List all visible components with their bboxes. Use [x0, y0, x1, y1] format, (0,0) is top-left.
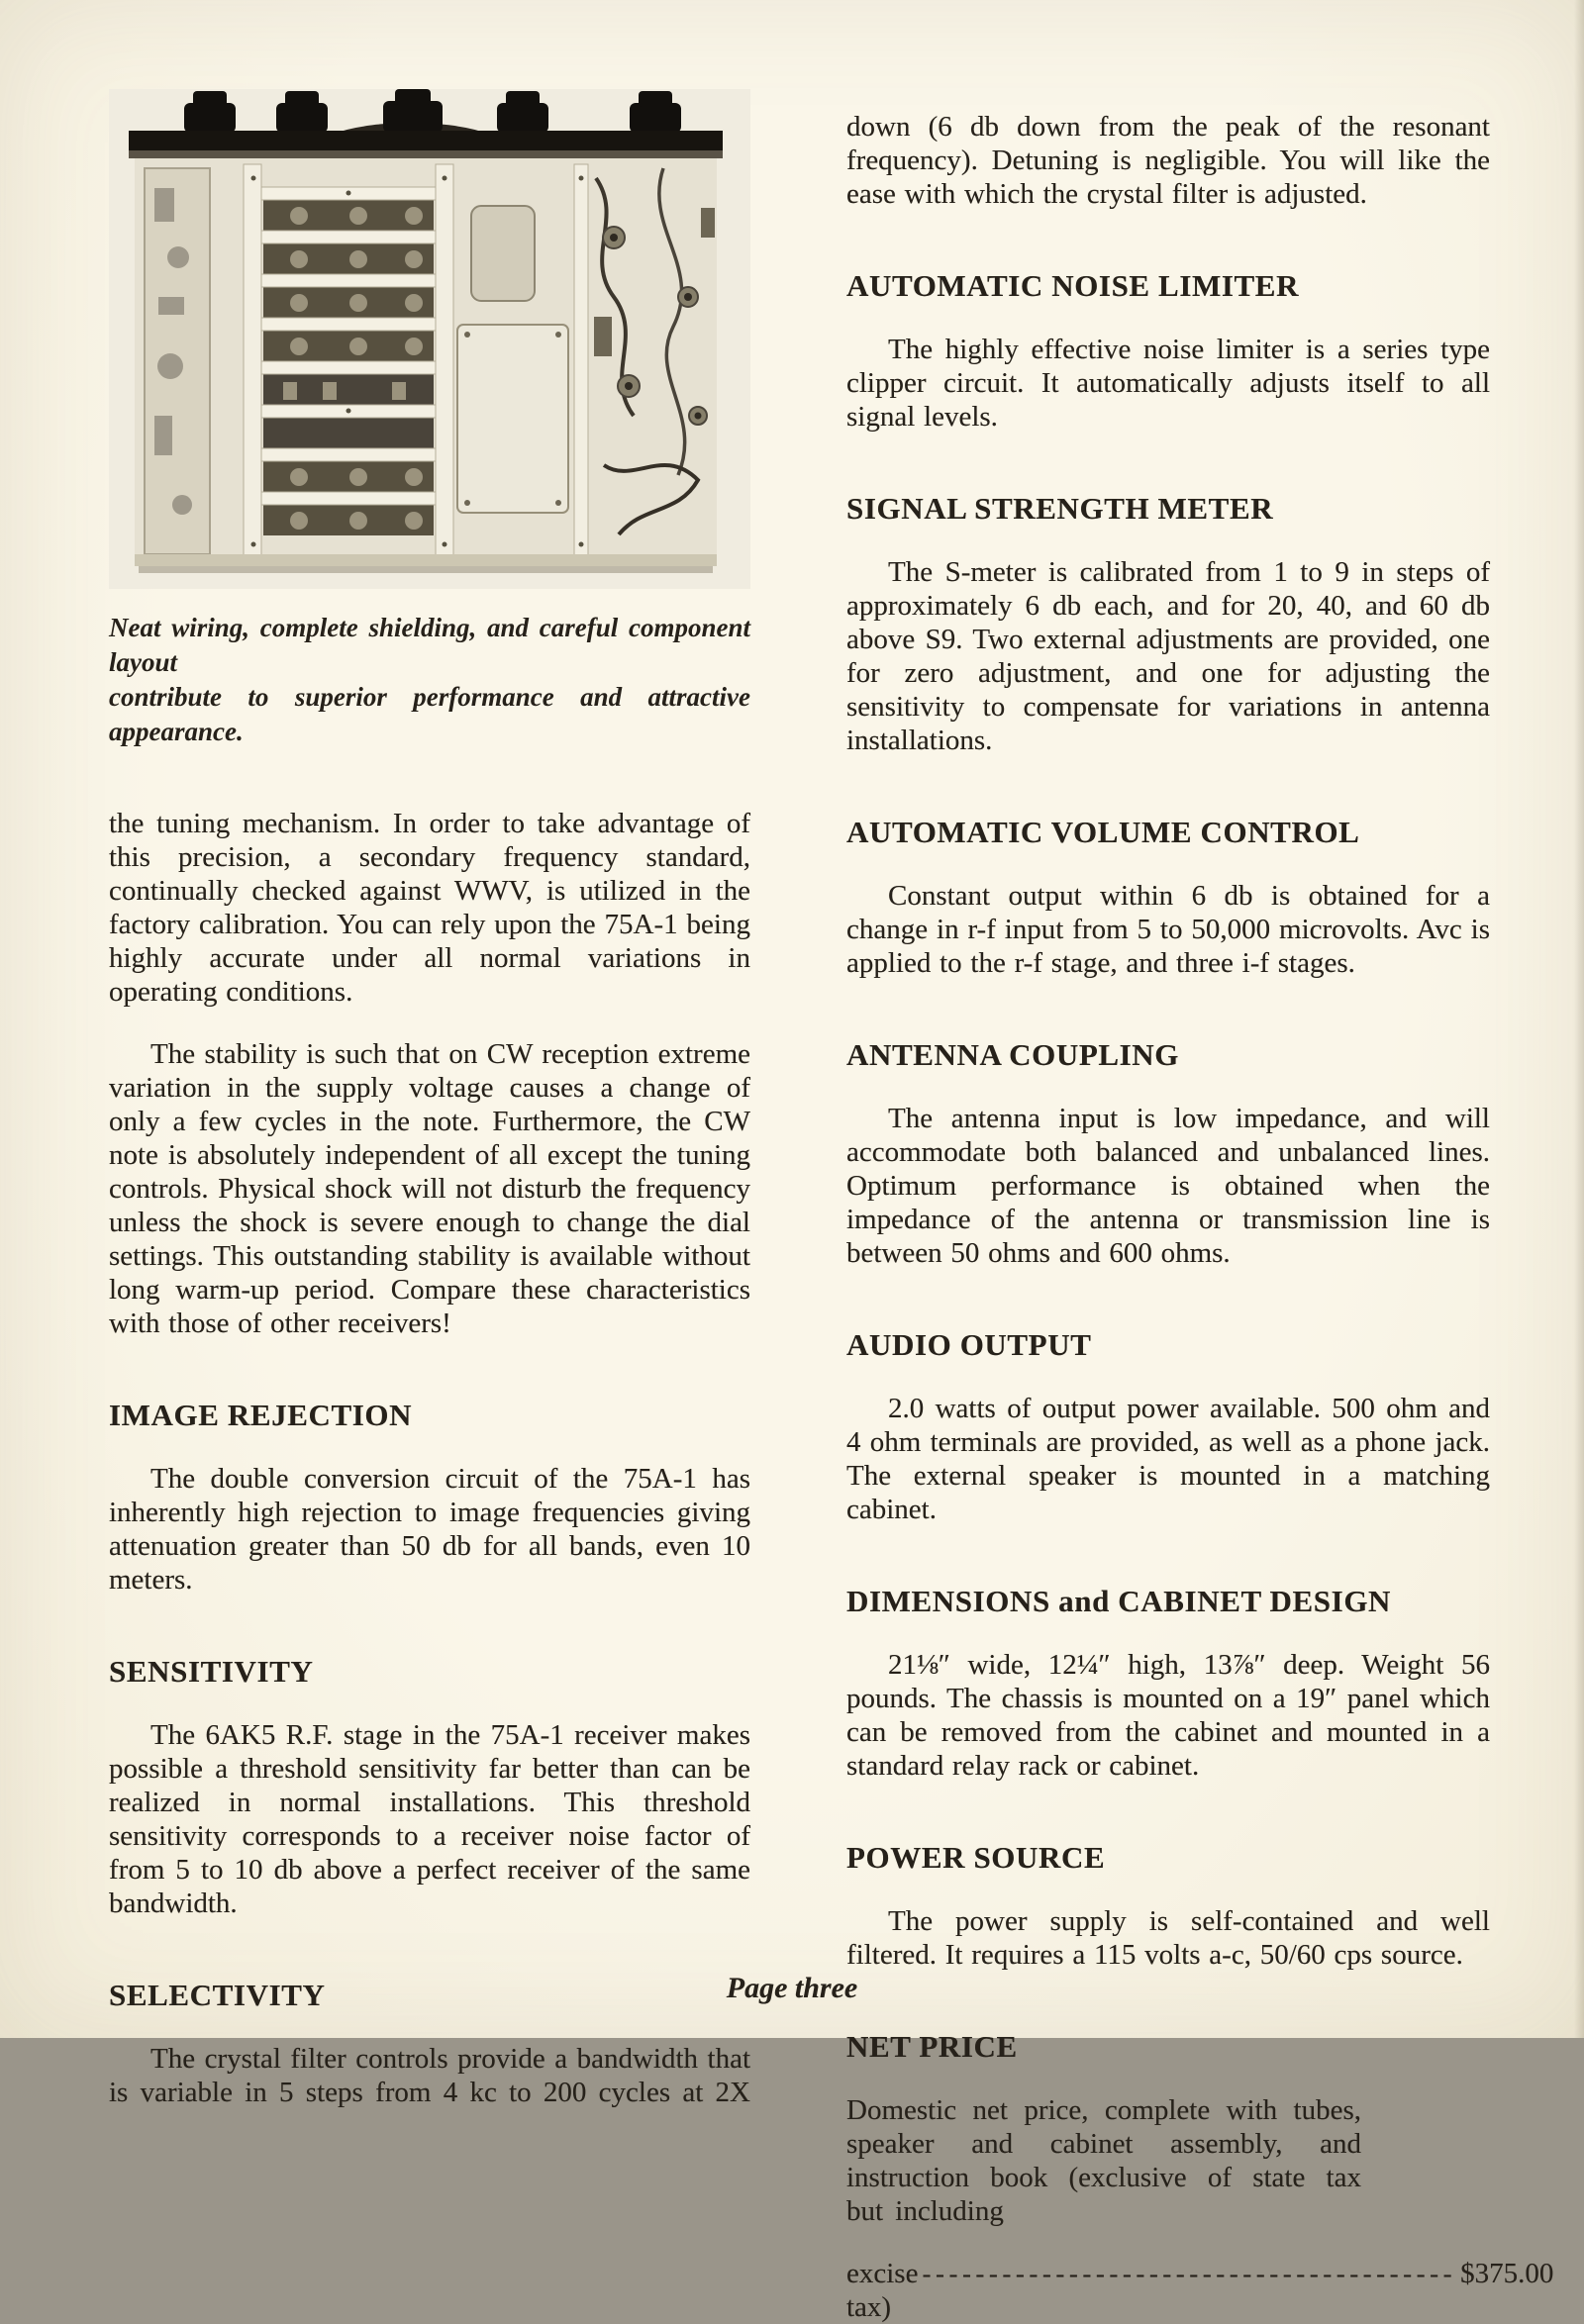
net-price-line: [846, 2257, 1554, 2324]
photo-caption-line-2: contribute to superior performance and attractive appearance.: [109, 682, 750, 746]
paragraph-net-price: Domestic net price, complete with tubes, speaker and cabinet assembly, and instruction book (exclusive of state tax but including: [846, 2094, 1361, 2227]
page-number: Page three: [726, 1972, 858, 2004]
paragraph-power-source: The power supply is self-contained and well filtered. It requires a 115 volts a-c, 50/60 cps source.: [846, 1905, 1490, 1971]
paragraph-automatic-volume-control: Constant output within 6 db is obtained for a change in r-f input from 5 to 50,000 microvolts. Avc is applied to the r-f stage, and three i-f stages.: [846, 880, 1490, 979]
net-price-value: $375.00: [1460, 2258, 1554, 2289]
section-heading-sensitivity: SENSITIVITY: [109, 1654, 314, 1689]
paragraph-stability: The stability is such that on CW reception extreme variation in the supply voltage causes a change of only a few cycles in the note. Furthermore, the CW note is absolutely independent of all except the tuning controls. Physical shock will not disturb the frequency unless the shock is severe enough to change the dial settings. This outstanding stability is available without long warm-up period. Compare these characteristics with those of other receivers!: [109, 1038, 750, 1339]
paragraph-antenna-coupling: The antenna input is low impedance, and will accommodate both balanced and unbalanced lines. Optimum performance is obtained when the impedance of the antenna or transmission line is between 50 ohms and 600 ohms.: [846, 1103, 1490, 1269]
section-heading-antenna-coupling: ANTENNA COUPLING: [846, 1037, 1179, 1072]
paragraph-audio-output: 2.0 watts of output power available. 500 ohm and 4 ohm terminals are provided, as well as a phone jack. The external speaker is mounted in a matching cabinet.: [846, 1393, 1490, 1525]
paragraph-automatic-noise-limiter: The highly effective noise limiter is a series type clipper circuit. It automatically adjusts itself to all signal levels.: [846, 334, 1490, 433]
section-heading-audio-output: AUDIO OUTPUT: [846, 1327, 1092, 1362]
dashed-leader: ----------------------------------------: [922, 2259, 1457, 2288]
paragraph-crystal-filter-continuation: down (6 db down from the peak of the resonant frequency). Detuning is negligible. You will like the ease with which the crystal filter is adjusted.: [846, 111, 1490, 210]
paragraph-image-rejection: The double conversion circuit of the 75A-1 has inherently high rejection to image frequencies giving attenuation greater than 50 db for all bands, even 10 meters.: [109, 1463, 750, 1596]
section-heading-signal-strength-meter: SIGNAL STRENGTH METER: [846, 491, 1274, 526]
section-heading-image-rejection: IMAGE REJECTION: [109, 1398, 413, 1432]
paragraph-signal-strength-meter: The S-meter is calibrated from 1 to 9 in steps of approximately 6 db each, and for 20, 40, and 60 db above S9. Two external adjustments are provided, one for zero adjustment, and one for adjusting the sensitivity to compensate for variations in antenna installations.: [846, 556, 1490, 756]
section-heading-automatic-volume-control: AUTOMATIC VOLUME CONTROL: [846, 815, 1360, 849]
section-heading-net-price: NET PRICE: [846, 2029, 1018, 2064]
chassis-photo-illustration: [109, 89, 750, 589]
left-column: [109, 89, 750, 2138]
paragraph-dimensions-cabinet-design: 21⅛″ wide, 12¼″ high, 13⅞″ deep. Weight 56 pounds. The chassis is mounted on a 19″ panel which can be removed from the cabinet and mounted in a standard relay rack or cabinet.: [846, 1649, 1490, 1782]
page-edge-shadow: [1574, 0, 1584, 2038]
photo-caption-line-1: Neat wiring, complete shielding, and careful component layout: [109, 613, 750, 677]
chassis-top-view-photo: [109, 89, 750, 589]
paragraph-sensitivity: The 6AK5 R.F. stage in the 75A-1 receiver makes possible a threshold sensitivity far better than can be realized in normal installations. This threshold sensitivity corresponds to a receiver noise factor of from 5 to 10 db above a perfect receiver of the same bandwidth.: [109, 1719, 750, 1919]
paragraph-tuning-mechanism: the tuning mechanism. In order to take advantage of this precision, a secondary frequency standard, continually checked against WWV, is utilized in the factory calibration. You can rely upon the 75A-1 being highly accurate under all normal variations in operating conditions.: [109, 808, 750, 1008]
paragraph-selectivity: The crystal filter controls provide a bandwidth that is variable in 5 steps from 4 kc to 200 cycles at 2X: [109, 2043, 750, 2108]
section-heading-power-source: POWER SOURCE: [846, 1840, 1106, 1875]
net-price-label: excise tax): [846, 2258, 919, 2323]
section-heading-automatic-noise-limiter: AUTOMATIC NOISE LIMITER: [846, 268, 1300, 303]
photo-caption: [109, 611, 750, 749]
section-heading-dimensions-cabinet-design: DIMENSIONS and CABINET DESIGN: [846, 1584, 1392, 1618]
section-heading-selectivity: SELECTIVITY: [109, 1978, 326, 2012]
chassis-photo-figure: [109, 89, 750, 749]
